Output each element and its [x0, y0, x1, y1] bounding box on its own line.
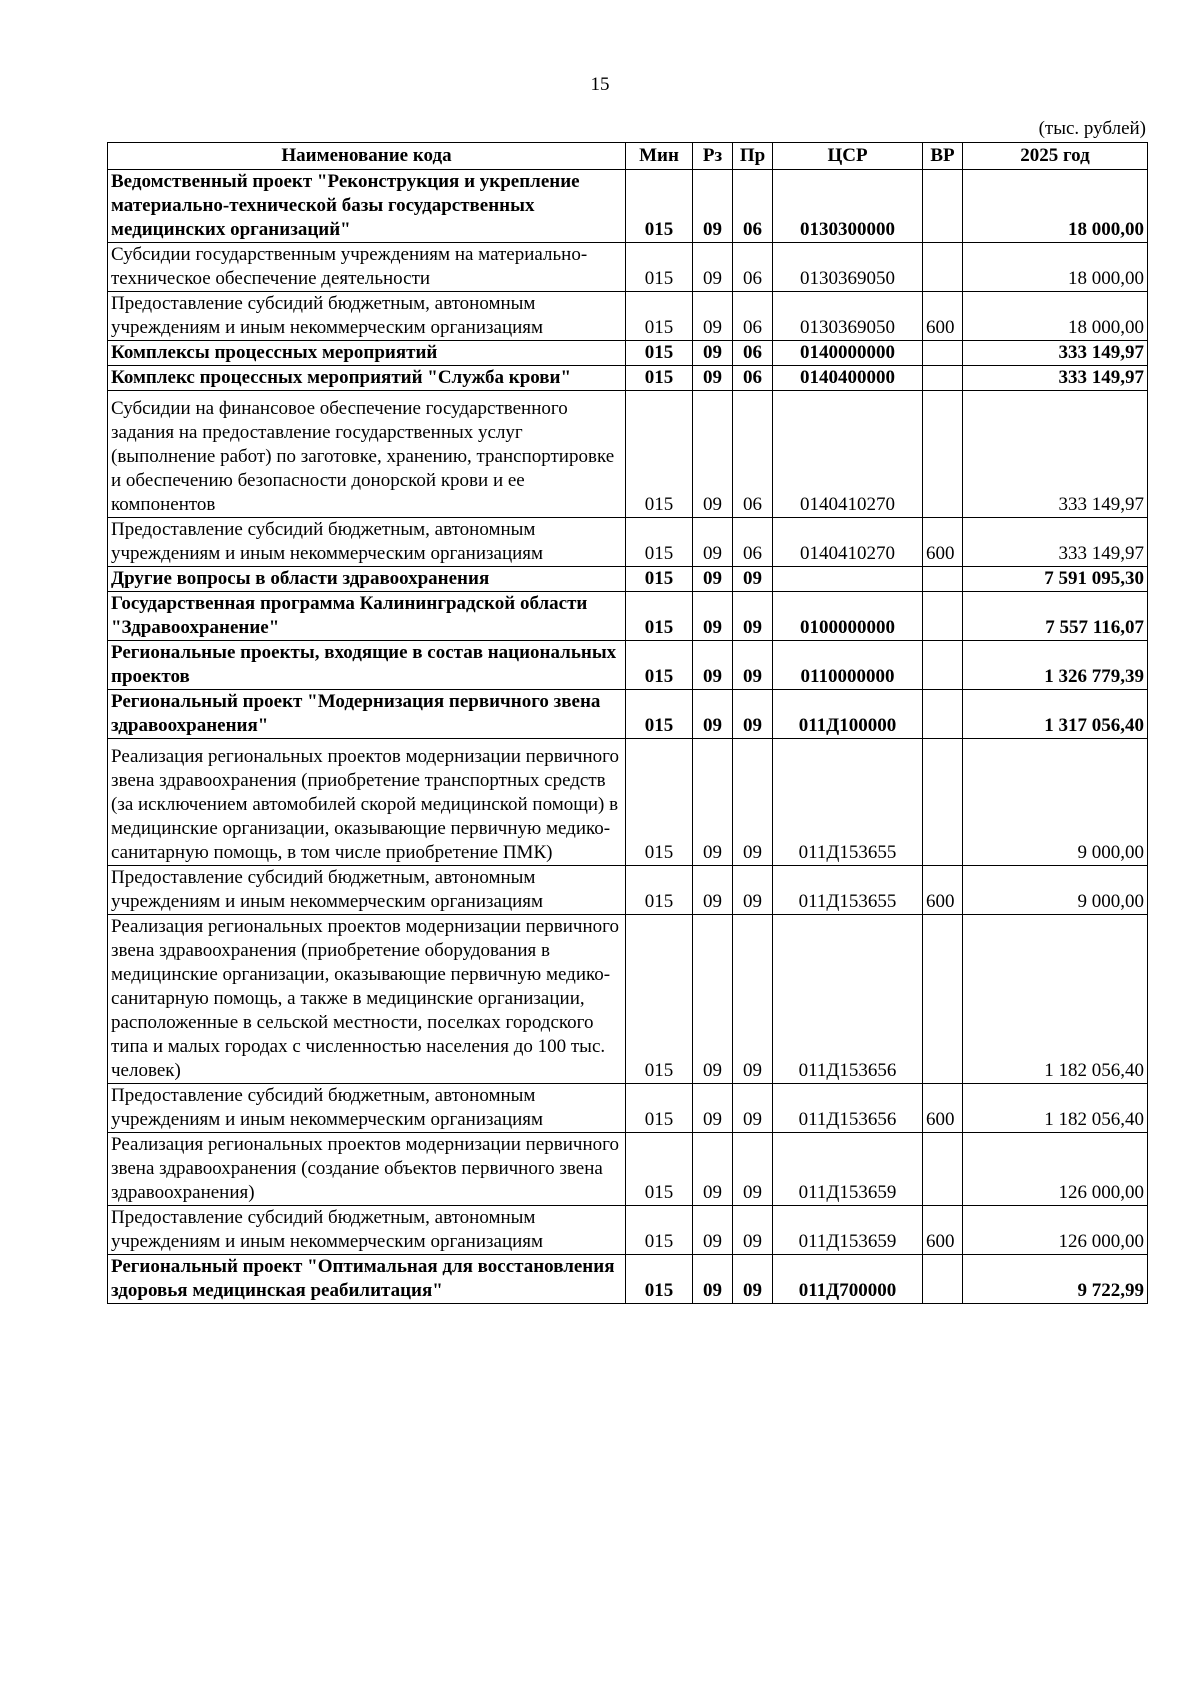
cell-sum: 18 000,00 — [963, 170, 1148, 243]
cell-sum: 333 149,97 — [963, 341, 1148, 366]
cell-name: Реализация региональных проектов модернизации первичного звена здравоохранения (приобретение транспортных средств (за исключением автомобилей скорой медицинской помощи) в медицинские организации, оказывающие первичную медико-санитарную помощь, в том числе приобретение ПМК) — [108, 739, 626, 866]
cell-min: 015 — [626, 1133, 693, 1206]
cell-sum: 333 149,97 — [963, 391, 1148, 518]
cell-name: Другие вопросы в области здравоохранения — [108, 567, 626, 592]
cell-pr: 09 — [733, 866, 773, 915]
cell-vr — [923, 366, 963, 391]
table-row — [108, 739, 1148, 866]
cell-pr: 09 — [733, 592, 773, 641]
cell-vr — [923, 592, 963, 641]
cell-name: Комплексы процессных мероприятий — [108, 341, 626, 366]
cell-name: Субсидии государственным учреждениям на материально-техническое обеспечение деятельности — [108, 243, 626, 292]
cell-pr: 09 — [733, 915, 773, 1084]
cell-vr — [923, 567, 963, 592]
cell-vr — [923, 915, 963, 1084]
cell-vr: 600 — [923, 866, 963, 915]
cell-pr: 06 — [733, 292, 773, 341]
cell-sum: 1 182 056,40 — [963, 915, 1148, 1084]
cell-pr: 09 — [733, 567, 773, 592]
cell-min: 015 — [626, 866, 693, 915]
units-note: (тыс. рублей) — [1038, 118, 1146, 139]
cell-sum: 18 000,00 — [963, 243, 1148, 292]
cell-rz: 09 — [693, 1255, 733, 1304]
cell-vr — [923, 739, 963, 866]
cell-vr — [923, 391, 963, 518]
table-row — [108, 567, 1148, 592]
cell-min: 015 — [626, 592, 693, 641]
cell-min: 015 — [626, 391, 693, 518]
cell-pr: 06 — [733, 391, 773, 518]
cell-sum: 333 149,97 — [963, 366, 1148, 391]
cell-csr: 0140000000 — [773, 341, 923, 366]
cell-sum: 1 326 779,39 — [963, 641, 1148, 690]
cell-vr — [923, 1255, 963, 1304]
table-row — [108, 690, 1148, 739]
cell-rz: 09 — [693, 1206, 733, 1255]
table-row — [108, 366, 1148, 391]
header-row — [108, 143, 1148, 170]
cell-min: 015 — [626, 739, 693, 866]
page-number: 15 — [590, 74, 610, 95]
cell-sum: 1 317 056,40 — [963, 690, 1148, 739]
cell-name: Региональный проект "Модернизация первичного звена здравоохранения" — [108, 690, 626, 739]
table-row — [108, 341, 1148, 366]
cell-pr: 06 — [733, 170, 773, 243]
cell-min: 015 — [626, 690, 693, 739]
cell-rz: 09 — [693, 690, 733, 739]
table-row — [108, 592, 1148, 641]
cell-vr — [923, 243, 963, 292]
cell-name: Предоставление субсидий бюджетным, автономным учреждениям и иным некоммерческим организациям — [108, 292, 626, 341]
cell-min: 015 — [626, 1255, 693, 1304]
cell-pr: 09 — [733, 690, 773, 739]
cell-csr: 0130300000 — [773, 170, 923, 243]
cell-sum: 126 000,00 — [963, 1133, 1148, 1206]
cell-vr — [923, 641, 963, 690]
cell-pr: 09 — [733, 641, 773, 690]
table-body — [108, 170, 1148, 1304]
cell-name: Реализация региональных проектов модернизации первичного звена здравоохранения (создание объектов первичного звена здравоохранения) — [108, 1133, 626, 1206]
header-csr: ЦСР — [773, 143, 923, 170]
cell-csr: 0110000000 — [773, 641, 923, 690]
cell-pr: 09 — [733, 1206, 773, 1255]
cell-rz: 09 — [693, 391, 733, 518]
cell-rz: 09 — [693, 915, 733, 1084]
cell-sum: 7 591 095,30 — [963, 567, 1148, 592]
table-row — [108, 518, 1148, 567]
cell-vr — [923, 1133, 963, 1206]
table-row — [108, 170, 1148, 243]
cell-rz: 09 — [693, 292, 733, 341]
cell-csr: 0130369050 — [773, 292, 923, 341]
cell-csr: 0140400000 — [773, 366, 923, 391]
cell-rz: 09 — [693, 739, 733, 866]
cell-csr: 0140410270 — [773, 391, 923, 518]
table-row — [108, 292, 1148, 341]
cell-pr: 06 — [733, 366, 773, 391]
cell-vr: 600 — [923, 1206, 963, 1255]
table-row — [108, 1084, 1148, 1133]
cell-min: 015 — [626, 518, 693, 567]
cell-csr: 0100000000 — [773, 592, 923, 641]
cell-csr: 011Д153656 — [773, 1084, 923, 1133]
cell-pr: 09 — [733, 1084, 773, 1133]
cell-name: Государственная программа Калининградской области "Здравоохранение" — [108, 592, 626, 641]
cell-csr: 0130369050 — [773, 243, 923, 292]
table-row — [108, 1206, 1148, 1255]
cell-rz: 09 — [693, 243, 733, 292]
budget-table — [107, 142, 1148, 1304]
table-row — [108, 641, 1148, 690]
cell-rz: 09 — [693, 1084, 733, 1133]
cell-pr: 09 — [733, 739, 773, 866]
cell-csr — [773, 567, 923, 592]
cell-pr: 06 — [733, 518, 773, 567]
cell-min: 015 — [626, 243, 693, 292]
table-row — [108, 915, 1148, 1084]
cell-vr: 600 — [923, 518, 963, 567]
cell-min: 015 — [626, 1084, 693, 1133]
table-row — [108, 866, 1148, 915]
cell-name: Региональные проекты, входящие в состав национальных проектов — [108, 641, 626, 690]
cell-name: Предоставление субсидий бюджетным, автономным учреждениям и иным некоммерческим организациям — [108, 518, 626, 567]
table-row — [108, 1255, 1148, 1304]
header-min: Мин — [626, 143, 693, 170]
cell-min: 015 — [626, 641, 693, 690]
header-vr: ВР — [923, 143, 963, 170]
cell-sum: 9 000,00 — [963, 739, 1148, 866]
cell-name: Предоставление субсидий бюджетным, автономным учреждениям и иным некоммерческим организациям — [108, 1206, 626, 1255]
cell-rz: 09 — [693, 341, 733, 366]
cell-vr — [923, 341, 963, 366]
cell-sum: 126 000,00 — [963, 1206, 1148, 1255]
cell-min: 015 — [626, 567, 693, 592]
cell-pr: 09 — [733, 1255, 773, 1304]
cell-rz: 09 — [693, 866, 733, 915]
cell-min: 015 — [626, 915, 693, 1084]
cell-name: Реализация региональных проектов модернизации первичного звена здравоохранения (приобретение оборудования в медицинские организации, оказывающие первичную медико-санитарную помощь, а также в медицинские организации, расположенные в сельской местности, поселках городского типа и малых городах с численностью населения до 100 тыс. человек) — [108, 915, 626, 1084]
cell-name: Ведомственный проект "Реконструкция и укрепление материально-технической базы государственных медицинских организаций" — [108, 170, 626, 243]
cell-vr — [923, 690, 963, 739]
cell-rz: 09 — [693, 366, 733, 391]
cell-csr: 011Д153655 — [773, 866, 923, 915]
cell-csr: 011Д700000 — [773, 1255, 923, 1304]
cell-csr: 0140410270 — [773, 518, 923, 567]
cell-rz: 09 — [693, 641, 733, 690]
cell-csr: 011Д100000 — [773, 690, 923, 739]
cell-rz: 09 — [693, 518, 733, 567]
cell-sum: 9 000,00 — [963, 866, 1148, 915]
cell-sum: 18 000,00 — [963, 292, 1148, 341]
cell-vr: 600 — [923, 1084, 963, 1133]
cell-name: Субсидии на финансовое обеспечение государственного задания на предоставление государственных услуг (выполнение работ) по заготовке, хранению, транспортировке и обеспечению безопасности донорской крови и ее компонентов — [108, 391, 626, 518]
cell-name: Предоставление субсидий бюджетным, автономным учреждениям и иным некоммерческим организациям — [108, 866, 626, 915]
cell-sum: 333 149,97 — [963, 518, 1148, 567]
cell-rz: 09 — [693, 170, 733, 243]
cell-name: Региональный проект "Оптимальная для восстановления здоровья медицинская реабилитация" — [108, 1255, 626, 1304]
table-row — [108, 391, 1148, 518]
cell-min: 015 — [626, 292, 693, 341]
cell-name: Предоставление субсидий бюджетным, автономным учреждениям и иным некоммерческим организациям — [108, 1084, 626, 1133]
cell-min: 015 — [626, 341, 693, 366]
cell-min: 015 — [626, 1206, 693, 1255]
cell-rz: 09 — [693, 1133, 733, 1206]
cell-rz: 09 — [693, 592, 733, 641]
cell-csr: 011Д153656 — [773, 915, 923, 1084]
cell-min: 015 — [626, 366, 693, 391]
header-rz: Рз — [693, 143, 733, 170]
table-row — [108, 243, 1148, 292]
cell-pr: 06 — [733, 243, 773, 292]
header-year: 2025 год — [963, 143, 1148, 170]
cell-csr: 011Д153655 — [773, 739, 923, 866]
cell-name: Комплекс процессных мероприятий "Служба крови" — [108, 366, 626, 391]
header-pr: Пр — [733, 143, 773, 170]
table-row — [108, 1133, 1148, 1206]
cell-csr: 011Д153659 — [773, 1133, 923, 1206]
cell-pr: 09 — [733, 1133, 773, 1206]
cell-vr — [923, 170, 963, 243]
header-name: Наименование кода — [108, 143, 626, 170]
cell-sum: 1 182 056,40 — [963, 1084, 1148, 1133]
cell-csr: 011Д153659 — [773, 1206, 923, 1255]
cell-vr: 600 — [923, 292, 963, 341]
cell-min: 015 — [626, 170, 693, 243]
cell-sum: 7 557 116,07 — [963, 592, 1148, 641]
cell-rz: 09 — [693, 567, 733, 592]
cell-sum: 9 722,99 — [963, 1255, 1148, 1304]
cell-pr: 06 — [733, 341, 773, 366]
